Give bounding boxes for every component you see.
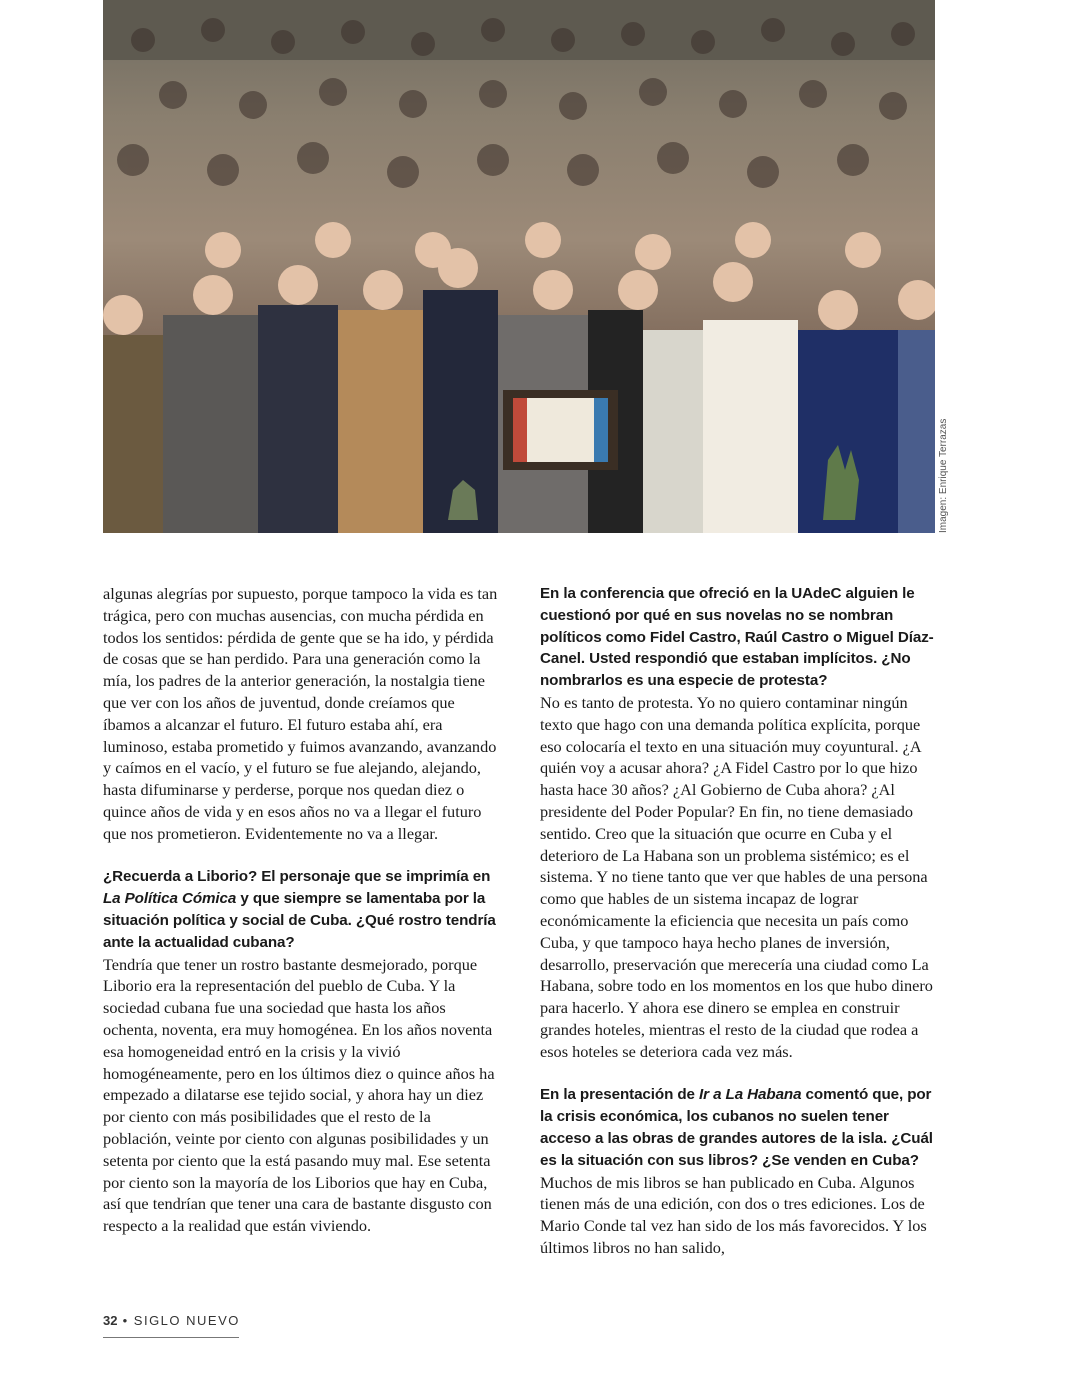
footer-separator: • [122,1313,129,1328]
group-photo [103,0,935,533]
magazine-name: SIGLO NUEVO [133,1313,240,1328]
question-conference: En la conferencia que ofreció en la UAdeC alguien le cuestionó por qué en sus novelas no se nombran políticos como Fidel Castro, Raúl Castro o Miguel Díaz-Canel. Usted respondió que estaban implícitos. ¿No nombrarlos es una especie de protesta? [540,585,934,690]
paragraph-gap [540,1063,936,1085]
right-column [540,583,936,1259]
question-books [540,1084,936,1171]
answer-books: Muchos de mis libros se han publicado en Cuba. Algunos tienen más de una edición, con dos o tres ediciones. Los de Mario Conde tal vez han sido de los más favorecidos. Y los últimos libros no han salido, [540,1172,927,1257]
answer-liborio: Tendría que tener un rostro bastante desmejorado, porque Liborio era la representación del pueblo de Cuba. Y la sociedad cubana fue una sociedad que hasta los años ochenta, noventa, era muy homogénea. En los años noventa esa homogeneidad entró en la crisis y la vivió homogéneamente, pero en los últimos diez o quince años ha empezado a dilatarse ese tejido social, y ahora hay un diez por ciento con más posibilidades que el resto de la población, veinte por ciento con algunas posibilidades y un setenta por ciento que la está pasando muy mal. Ese setenta por ciento son la mayoría de los Liborios que hay en Cuba, así que tendrían que tener una cara de bastante disgusto con respecto a la realidad que están viviendo. [103,954,495,1236]
photo-credit: Imagen: Enrique Terrazas [938,418,949,533]
question-text: comentó que, por la crisis económica, los cubanos no suelen tener acceso a las obras de grandes autores de la isla. ¿Cuál es la situación con sus libros? ¿Se venden en Cuba? [540,1086,933,1169]
page-number: 32 [103,1313,118,1328]
publication-title: La Política Cómica [103,890,237,908]
answer-conference: No es tanto de protesta. Yo no quiero contaminar ningún texto que hago con una demanda política explícita, porque eso colocaría el texto en una situación muy coyuntural. ¿A quién voy a acusar ahora? ¿A Fidel Castro por lo que hizo hasta hace 30 años? ¿Al Gobierno de Cuba ahora? ¿Al presidente del Poder Popular? En fin, no tiene demasiado sentido. Creo que la situación que ocurre en Cuba y el deterioro de La Habana son un problema sistémico; es el sistema. Y no tiene tanto que ver que hables de una persona como que hables de un sistema incapaz de lograr económicamente la eficiencia que necesita un país como Cuba, y que tampoco haya hecho planes de inversión, desarrollo, preservación que merecería una ciudad como La Habana, sobre todo en los momentos en los que hubo dinero para hacerlo. Y ahora ese dinero se emplea en construir grandes hoteles, mientras el resto de la ciudad que rodea a esos hoteles se deteriora cada vez más. [540,692,933,1061]
book-title: Ir a La Habana [699,1086,802,1104]
page-footer [103,1313,240,1328]
question-text: y que siempre se lamentaba por la situación política y social de Cuba. ¿Qué rostro tendría ante la actualidad cubana? [103,890,496,951]
paragraph-gap [103,845,499,867]
question-text: ¿Recuerda a Liborio? El personaje que se imprimía en [103,868,491,886]
answer-nostalgia: algunas alegrías por supuesto, porque tampoco la vida es tan trágica, pero con muchas ausencias, con mucha pérdida en todos los sentidos: pérdida de gente que se ha ido, y pérdida de cosas que se han perdido. Para una generación como la mía, los padres de la anterior generación, la nostalgia tiene que ver con los años de juventud, donde creíamos que íbamos a alcanzar el futuro. El futuro estaba ahí, era luminoso, estaba prometido y fuimos avanzando, avanzando y caímos en el vacío, y el futuro se fue alejando, alejando, hasta difuminarse y perderse, porque nos quedan diez o quince años de vida y en esos años no va a llegar el futuro que nos prometieron. Evidentemente no va a llegar. [103,584,498,843]
group-photo-illustration [103,0,935,533]
question-text: En la presentación de [540,1086,700,1104]
question-liborio [103,866,499,953]
footer-rule [103,1337,239,1338]
left-column [103,583,499,1237]
